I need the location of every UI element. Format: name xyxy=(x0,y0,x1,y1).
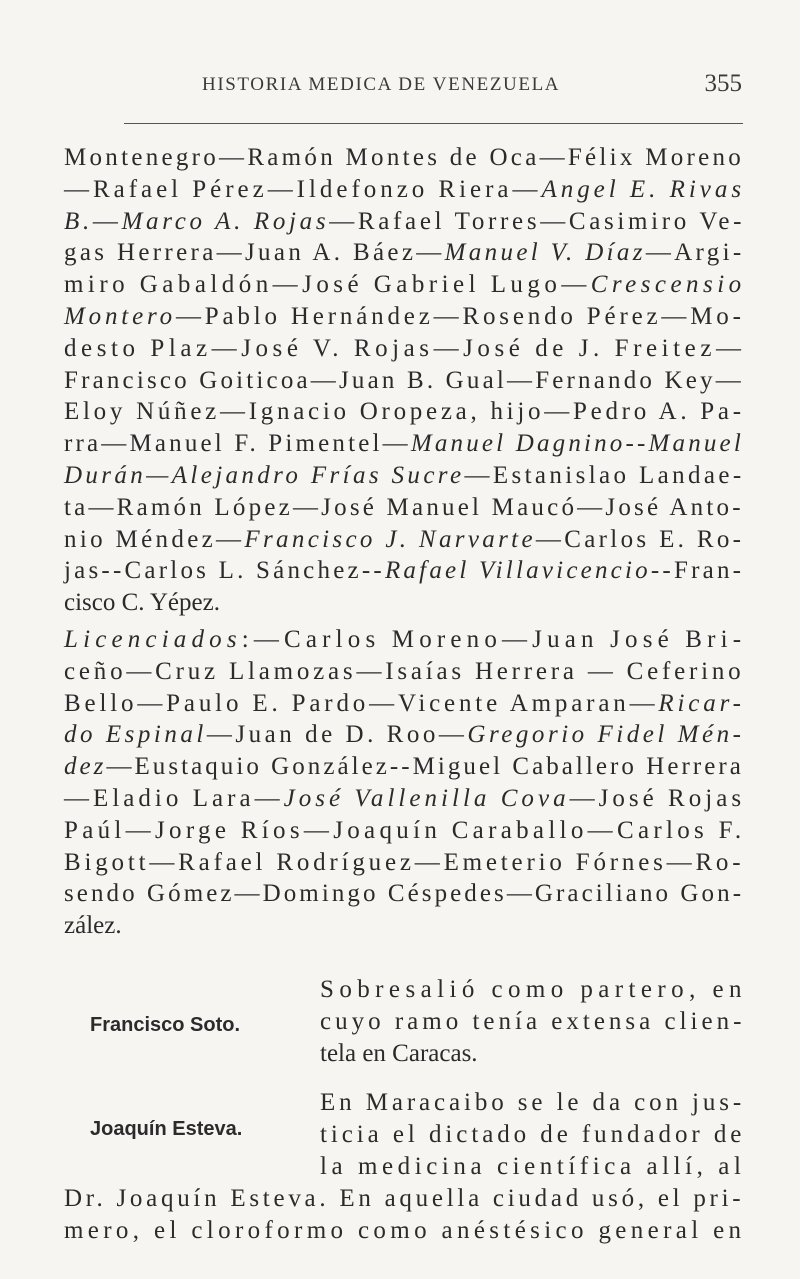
text-line: Montero—Pablo Hernández—Rosendo Pérez—Mo- xyxy=(64,303,745,330)
margin-label-joaquin-esteva: Joaquín Esteva. xyxy=(90,1118,243,1140)
text-line: B.—Marco A. Rojas—Rafael Torres—Casimiro Ve- xyxy=(64,207,746,235)
text-line: —Rafael Pérez—Ildefonzo Riera—Angel E. Rivas xyxy=(64,175,746,203)
text-line: Sobresalió como partero, en xyxy=(320,976,747,1003)
text-line: zález. xyxy=(64,912,122,940)
text-line: Bello—Paulo E. Pardo—Vicente Amparan—Ricar- xyxy=(64,689,745,717)
text-line: ticia el dictado de fundador de xyxy=(320,1121,746,1148)
text-line: sendo Gómez—Domingo Céspedes—Graciliano Gon- xyxy=(64,880,745,908)
text-line: Dr. Joaquín Esteva. En aquella ciudad usó, el pri- xyxy=(64,1185,745,1212)
text-line: Francisco Goiticoa—Juan B. Gual—Fernando Key— xyxy=(64,366,744,394)
text-line: rra—Manuel F. Pimentel—Manuel Dagnino--Manuel xyxy=(64,430,744,458)
text-line: la medicina científica allí, al xyxy=(320,1153,746,1180)
margin-label-francisco-soto: Francisco Soto. xyxy=(90,1014,241,1036)
text-line: jas--Carlos L. Sánchez--Rafael Villavicencio--Fran- xyxy=(64,557,745,585)
text-line: mero, el cloroformo como anéstésico general en xyxy=(64,1217,746,1244)
text-line: tela en Caracas. xyxy=(320,1040,478,1067)
text-line: Eloy Núñez—Ignacio Oropeza, hijo—Pedro A. Pa- xyxy=(64,398,745,426)
text-line: Paúl—Jorge Ríos—Joaquín Caraballo—Carlos F. xyxy=(64,816,746,844)
text-line: En Maracaibo se le da con jus- xyxy=(320,1089,746,1116)
text-line: Montenegro—Ramón Montes de Oca—Félix Moreno xyxy=(64,144,745,171)
text-line: desto Plaz—José V. Rojas—José de J. Freitez— xyxy=(64,334,746,362)
text-line: Durán—Alejandro Frías Sucre—Estanislao Landae- xyxy=(64,462,745,489)
text-line: Licenciados:—Carlos Moreno—Juan José Bri- xyxy=(64,626,747,653)
text-line: nio Méndez—Francisco J. Narvarte—Carlos E. Ro- xyxy=(64,525,745,553)
header-rule xyxy=(124,123,743,124)
page-number: 355 xyxy=(704,70,742,97)
running-title: HISTORIA MEDICA DE VENEZUELA xyxy=(202,74,561,95)
text-line: dez—Eustaquio González--Miguel Caballero Herrera xyxy=(64,753,744,781)
text-line: cuyo ramo tenía extensa clien- xyxy=(320,1008,746,1035)
page-header xyxy=(64,70,742,108)
text-line: do Espinal—Juan de D. Roo—Gregorio Fidel Mén- xyxy=(64,721,745,749)
text-line: cisco C. Yépez. xyxy=(64,589,220,617)
text-line: miro Gabaldón—José Gabriel Lugo—Crescensio xyxy=(64,271,746,299)
text-line: gas Herrera—Juan A. Báez—Manuel V. Díaz—Argi- xyxy=(64,239,745,267)
text-line: —Eladio Lara—José Vallenilla Cova—José Rojas xyxy=(64,785,746,812)
text-line: ta—Ramón López—José Manuel Maucó—José Anto- xyxy=(64,493,744,521)
text-line: ceño—Cruz Llamozas—Isaías Herrera — Ceferino xyxy=(64,657,745,685)
text-line: Bigott—Rafael Rodríguez—Emeterio Fórnes—Ro- xyxy=(64,848,745,876)
